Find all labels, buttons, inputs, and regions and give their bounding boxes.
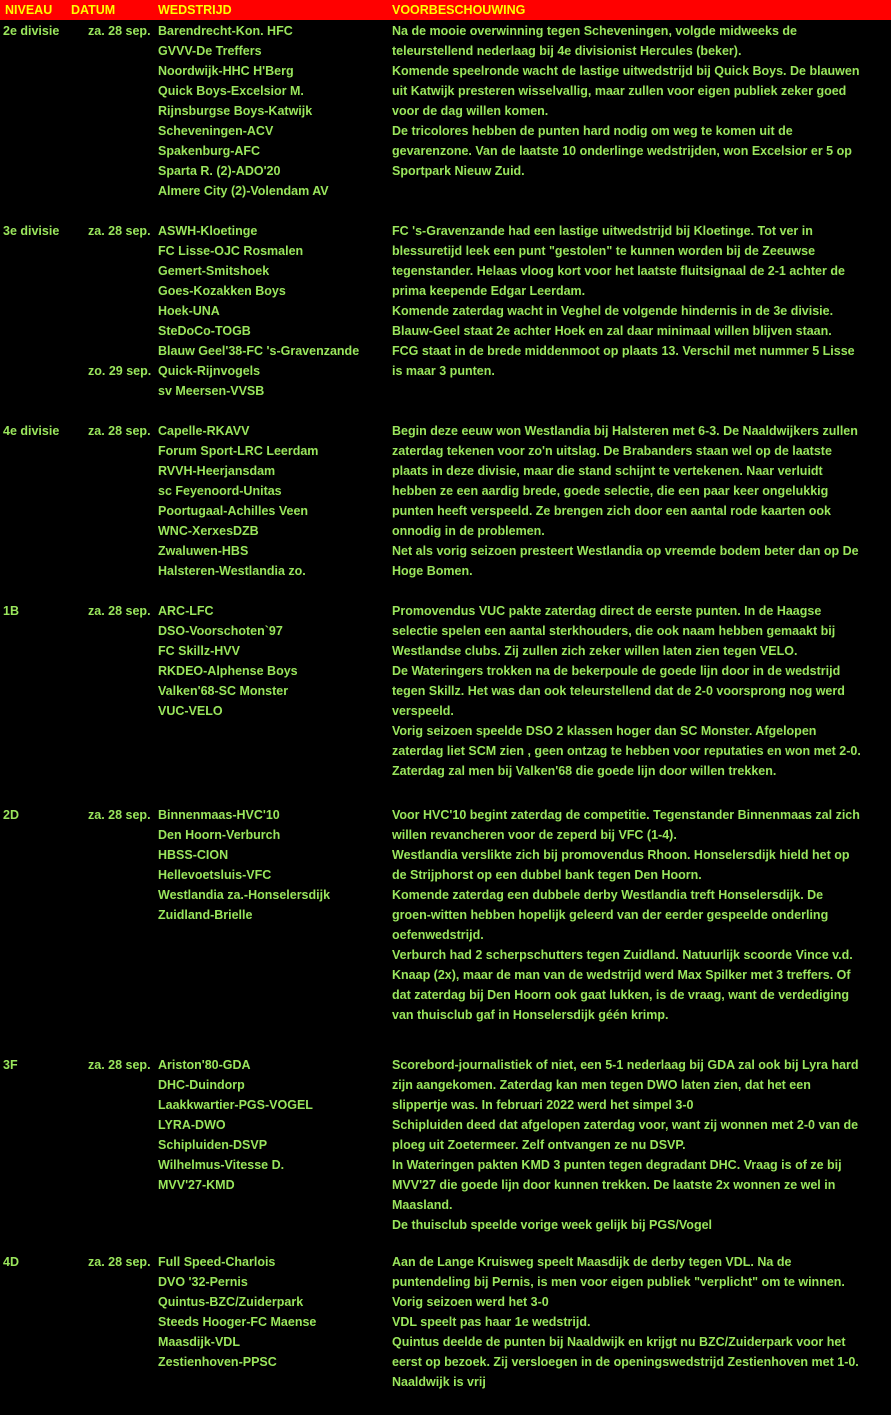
niveau-cell: 2e divisie (3, 24, 60, 38)
match-cell: Forum Sport-LRC Leerdam (158, 444, 319, 458)
table-row (0, 621, 891, 641)
preview-text-line: Hoge Bomen. (392, 564, 473, 578)
match-cell: FC Skillz-HVV (158, 644, 240, 658)
preview-text-line: Net als vorig seizoen presteert Westlandia op vreemde bodem beter dan op De (392, 544, 859, 558)
datum-cell: za. 28 sep. (88, 224, 151, 238)
preview-text-line: Komende speelronde wacht de lastige uitwedstrijd bij Quick Boys. De blauwen (392, 64, 860, 78)
preview-text-line: Blauw-Geel staat 2e achter Hoek en zal daar minimaal willen blijven staan. (392, 324, 832, 338)
preview-text-line: De Wateringers trokken na de bekerpoule de goede lijn door in de wedstrijd (392, 664, 841, 678)
table-row (0, 825, 891, 845)
match-cell: Poortugaal-Achilles Veen (158, 504, 309, 518)
match-cell: VUC-VELO (158, 704, 223, 718)
preview-text-line: Westlandia verslikte zich bij promovendus Rhoon. Honselersdijk hield het op (392, 848, 850, 862)
datum-cell: zo. 29 sep. (88, 364, 152, 378)
table-row (0, 721, 891, 741)
table-row (0, 1215, 891, 1235)
datum-cell: za. 28 sep. (88, 24, 151, 38)
preview-text-line: hebben ze een aardig brede, goede selectie, die een paar keer ongelukkig (392, 484, 829, 498)
table-row (0, 1155, 891, 1175)
preview-text-line: Maasland. (392, 1198, 453, 1212)
datum-cell: za. 28 sep. (88, 604, 151, 618)
preview-text-line: teleurstellend nederlaag bij 4e divisionist Hercules (beker). (392, 44, 742, 58)
preview-text-line: groen-witten hebben hopelijk geleerd van der eerder gespeelde onderling (392, 908, 829, 922)
table-row (0, 845, 891, 865)
match-cell: Steeds Hooger-FC Maense (158, 1315, 317, 1329)
table-row (0, 521, 891, 541)
preview-text-line: Aan de Lange Kruisweg speelt Maasdijk de derby tegen VDL. Na de (392, 1255, 792, 1269)
table-row (0, 865, 891, 885)
match-cell: GVVV-De Treffers (158, 44, 262, 58)
table-row (0, 1292, 891, 1312)
match-cell: Blauw Geel'38-FC 's-Gravenzande (158, 344, 360, 358)
niveau-cell: 4e divisie (3, 424, 60, 438)
preview-text-line: oefenwedstrijd. (392, 928, 484, 942)
table-row (0, 1352, 891, 1372)
table-row (0, 481, 891, 501)
table-row (0, 1195, 891, 1215)
table-row (0, 1175, 891, 1195)
preview-text-line: van thuisclub gaf in Honselersdijk géén krimp. (392, 1008, 669, 1022)
table-row (0, 301, 891, 321)
table-row (0, 281, 891, 301)
preview-text-line: slippertje was. In februari 2022 werd het simpel 3-0 (392, 1098, 694, 1112)
table-row (0, 61, 891, 81)
match-cell: Quick Boys-Excelsior M. (158, 84, 304, 98)
match-cell: Almere City (2)-Volendam AV (158, 184, 329, 198)
match-cell: LYRA-DWO (158, 1118, 226, 1132)
table-row (0, 421, 891, 441)
match-cell: Spakenburg-AFC (158, 144, 261, 158)
preview-text-line: MVV'27 die goede lijn door kunnen trekken. De laatste 2x wonnen ze wel in (392, 1178, 836, 1192)
preview-text-line: Quintus deelde de punten bij Naaldwijk en krijgt nu BZC/Zuiderpark voor het (392, 1335, 846, 1349)
match-cell: RVVH-Heerjansdam (158, 464, 276, 478)
table-header (0, 0, 891, 20)
table-row (0, 805, 891, 825)
table-row (0, 925, 891, 945)
table-row (0, 341, 891, 361)
table-row (0, 1312, 891, 1332)
preview-text-line: In Wateringen pakten KMD 3 punten tegen degradant DHC. Vraag is of ze bij (392, 1158, 842, 1172)
match-cell: Halsteren-Westlandia zo. (158, 564, 306, 578)
match-cell: Barendrecht-Kon. HFC (158, 24, 293, 38)
table-row (0, 641, 891, 661)
table-row (0, 441, 891, 461)
niveau-cell: 3e divisie (3, 224, 60, 238)
preview-text-line: Zaterdag zal men bij Valken'68 die goede lijn door willen trekken. (392, 764, 777, 778)
datum-cell: za. 28 sep. (88, 424, 151, 438)
match-cell: Hoek-UNA (158, 304, 220, 318)
match-cell: DHC-Duindorp (158, 1078, 245, 1092)
match-cell: Quintus-BZC/Zuiderpark (158, 1295, 304, 1309)
table-row (0, 1135, 891, 1155)
match-cell: Gemert-Smitshoek (158, 264, 270, 278)
preview-text-line: verspeeld. (392, 704, 454, 718)
preview-text-line: Naaldwijk is vrij (392, 1375, 486, 1389)
preview-text-line: FC 's-Gravenzande had een lastige uitwedstrijd bij Kloetinge. Tot ver in (392, 224, 813, 238)
table-row (0, 141, 891, 161)
preview-text-line: Promovendus VUC pakte zaterdag direct de eerste punten. In de Haagse (392, 604, 822, 618)
datum-cell: za. 28 sep. (88, 1058, 151, 1072)
table-row (0, 945, 891, 965)
match-cell: Goes-Kozakken Boys (158, 284, 286, 298)
match-cell: DSO-Voorschoten`97 (158, 624, 283, 638)
preview-text-line: VDL speelt pas haar 1e wedstrijd. (392, 1315, 591, 1329)
match-cell: sv Meersen-VVSB (158, 384, 265, 398)
preview-text-line: zijn aangekomen. Zaterdag kan men tegen DWO laten zien, dat het een (392, 1078, 811, 1092)
match-cell: Schipluiden-DSVP (158, 1138, 268, 1152)
preview-text-line: onnodig in de problemen. (392, 524, 545, 538)
table-row (0, 501, 891, 521)
preview-text-line: Voor HVC'10 begint zaterdag de competitie. Tegenstander Binnenmaas zal zich (392, 808, 860, 822)
preview-text-line: zaterdag tekenen voor zo'n uitslag. De Brabanders staan wel op de laatste (392, 444, 832, 458)
match-cell: sc Feyenoord-Unitas (158, 484, 282, 498)
table-row (0, 381, 891, 401)
table-row (0, 81, 891, 101)
table-row (0, 241, 891, 261)
table-row (0, 361, 891, 381)
preview-text-line: selectie spelen een aantal sterkhouders, die ook naam hebben gemaakt bij (392, 624, 836, 638)
table-row (0, 1252, 891, 1272)
match-cell: HBSS-CION (158, 848, 229, 862)
match-cell: RKDEO-Alphense Boys (158, 664, 298, 678)
table-row (0, 1055, 891, 1075)
match-cell: Laakkwartier-PGS-VOGEL (158, 1098, 313, 1112)
match-cell: Full Speed-Charlois (158, 1255, 276, 1269)
preview-text-line: willen revancheren voor de zeperd bij VFC (1-4). (392, 828, 677, 842)
match-cell: Scheveningen-ACV (158, 124, 274, 138)
niveau-cell: 2D (3, 808, 19, 822)
preview-text-line: Komende zaterdag wacht in Veghel de volgende hindernis in de 3e divisie. (392, 304, 834, 318)
match-cell: MVV'27-KMD (158, 1178, 235, 1192)
preview-text-line: tegen Skillz. Het was dan ook teleurstellend dat de 2-0 voorsprong nog werd (392, 684, 845, 698)
preview-text-line: punten heeft verspeeld. Ze brengen zich door een aantal rode kaarten ook (392, 504, 831, 518)
preview-text-line: is maar 3 punten. (392, 364, 495, 378)
preview-text-line: Na de mooie overwinning tegen Scheveningen, volgde midweeks de (392, 24, 797, 38)
header-datum: DATUM (71, 3, 116, 17)
preview-text-line: Verburch had 2 scherpschutters tegen Zuidland. Natuurlijk scoorde Vince v.d. (392, 948, 853, 962)
preview-text-line: blessuretijd leek een punt "gestolen" te kunnen worden bij de Zeeuwse (392, 244, 816, 258)
match-cell: Westlandia za.-Honselersdijk (158, 888, 331, 902)
preview-text-line: Scorebord-journalistiek of niet, een 5-1 nederlaag bij GDA zal ook bij Lyra hard (392, 1058, 859, 1072)
preview-text-line: Knaap (2x), maar de man van de wedstrijd werd Max Spilker met 3 treffers. Of (392, 968, 851, 982)
niveau-cell: 1B (3, 604, 19, 618)
match-cell: ASWH-Kloetinge (158, 224, 258, 238)
table-row (0, 601, 891, 621)
preview-text-line: puntendeling bij Pernis, is men voor eigen publiek "verplicht" om te winnen. (392, 1275, 845, 1289)
table-row (0, 321, 891, 341)
niveau-cell: 4D (3, 1255, 19, 1269)
match-cell: Binnenmaas-HVC'10 (158, 808, 280, 822)
table-row (0, 701, 891, 721)
preview-text-line: tegenstander. Helaas vloog kort voor het laatste fluitsignaal de 2-1 achter de (392, 264, 845, 278)
table-row (0, 41, 891, 61)
header-niveau: NIVEAU (5, 3, 53, 17)
preview-text-line: Komende zaterdag een dubbele derby Westlandia treft Honselersdijk. De (392, 888, 824, 902)
preview-text-line: Westlandse clubs. Zij zullen zich zeker willen laten zien tegen VELO. (392, 644, 798, 658)
preview-text-line: Schipluiden deed dat afgelopen zaterdag voor, want zij wonnen met 2-0 van de (392, 1118, 859, 1132)
table-row (0, 681, 891, 701)
table-row (0, 741, 891, 761)
preview-text-line: zaterdag liet SCM zien , geen ontzag te hebben voor reputaties en won met 2-0. (392, 744, 861, 758)
table-row (0, 761, 891, 781)
table-row (0, 121, 891, 141)
table-row (0, 561, 891, 581)
preview-text-line: gevarenzone. Van de laatste 10 onderlinge wedstrijden, won Excelsior er 5 op (392, 144, 852, 158)
preview-text-line: voor de dag willen komen. (392, 104, 549, 118)
match-cell: Ariston'80-GDA (158, 1058, 251, 1072)
preview-text-line: Vorig seizoen speelde DSO 2 klassen hoger dan SC Monster. Afgelopen (392, 724, 817, 738)
table-row (0, 461, 891, 481)
preview-text-line: Sportpark Nieuw Zuid. (392, 164, 525, 178)
match-cell: Hellevoetsluis-VFC (158, 868, 272, 882)
preview-text-line: dat zaterdag bij Den Hoorn ook gaat lukken, is de vraag, want de verdediging (392, 988, 850, 1002)
match-cell: Capelle-RKAVV (158, 424, 250, 438)
match-cell: Wilhelmus-Vitesse D. (158, 1158, 285, 1172)
preview-text-line: plaats in deze divisie, maar die stand schijnt te vertekenen. Naar verluidt (392, 464, 823, 478)
preview-text-line: Begin deze eeuw won Westlandia bij Halsteren met 6-3. De Naaldwijkers zullen (392, 424, 858, 438)
match-cell: WNC-XerxesDZB (158, 524, 259, 538)
match-cell: Valken'68-SC Monster (158, 684, 289, 698)
match-cell: DVO '32-Pernis (158, 1275, 248, 1289)
match-cell: Noordwijk-HHC H'Berg (158, 64, 294, 78)
header-voorbeschouwing: VOORBESCHOUWING (392, 3, 526, 17)
preview-text-line: eerst op bezoek. Zij versloegen in de openingswedstrijd Zestienhoven met 1-0. (392, 1355, 859, 1369)
table-row (0, 261, 891, 281)
table-row (0, 181, 891, 201)
table-row (0, 661, 891, 681)
match-cell: Zuidland-Brielle (158, 908, 253, 922)
table-row (0, 101, 891, 121)
preview-text-line: Vorig seizoen werd het 3-0 (392, 1295, 549, 1309)
match-cell: Zestienhoven-PPSC (158, 1355, 277, 1369)
preview-text-line: FCG staat in de brede middenmoot op plaats 13. Verschil met nummer 5 Lisse (392, 344, 855, 358)
preview-text-line: De tricolores hebben de punten hard nodig om weg te komen uit de (392, 124, 793, 138)
match-cell: Den Hoorn-Verburch (158, 828, 281, 842)
preview-text-line: ploeg uit Zoetermeer. Zelf ontvangen ze nu DSVP. (392, 1138, 686, 1152)
table-row (0, 965, 891, 985)
preview-text-line: prima keepende Edgar Leerdam. (392, 284, 586, 298)
match-cell: Quick-Rijnvogels (158, 364, 261, 378)
table-row (0, 21, 891, 41)
table-row (0, 1095, 891, 1115)
preview-text-line: de Strijphorst op een dubbel bank tegen Den Hoorn. (392, 868, 702, 882)
table-row (0, 1075, 891, 1095)
preview-text-line: uit Katwijk presteren wisselvallig, maar zullen voor eigen publiek zeker goed (392, 84, 847, 98)
datum-cell: za. 28 sep. (88, 808, 151, 822)
datum-cell: za. 28 sep. (88, 1255, 151, 1269)
match-cell: FC Lisse-OJC Rosmalen (158, 244, 304, 258)
table-row (0, 1005, 891, 1025)
match-cell: Maasdijk-VDL (158, 1335, 240, 1349)
preview-text-line: De thuisclub speelde vorige week gelijk bij PGS/Vogel (392, 1218, 713, 1232)
match-cell: SteDoCo-TOGB (158, 324, 251, 338)
match-cell: ARC-LFC (158, 604, 214, 618)
table-row (0, 1115, 891, 1135)
table-row (0, 905, 891, 925)
table-row (0, 541, 891, 561)
header-wedstrijd: WEDSTRIJD (158, 3, 232, 17)
niveau-cell: 3F (3, 1058, 18, 1072)
table-row (0, 885, 891, 905)
table-row (0, 985, 891, 1005)
match-cell: Rijnsburgse Boys-Katwijk (158, 104, 313, 118)
table-row (0, 1372, 891, 1392)
match-cell: Sparta R. (2)-ADO'20 (158, 164, 281, 178)
table-row (0, 221, 891, 241)
match-cell: Zwaluwen-HBS (158, 544, 249, 558)
table-row (0, 161, 891, 181)
table-row (0, 1272, 891, 1292)
table-row (0, 1332, 891, 1352)
